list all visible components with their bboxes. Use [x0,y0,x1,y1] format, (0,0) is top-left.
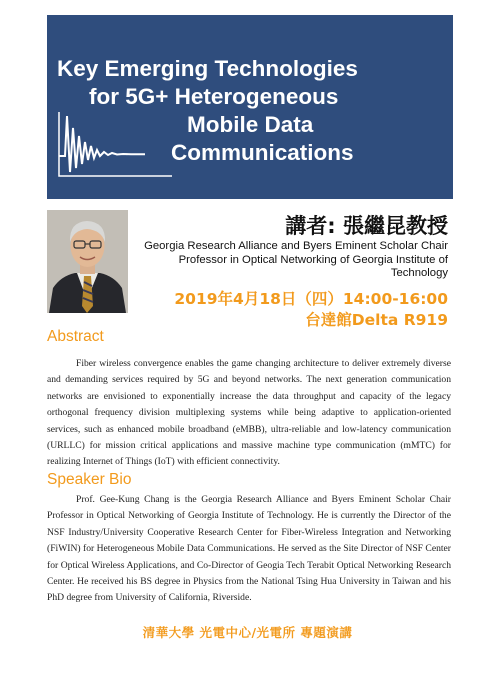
title-banner [47,15,453,199]
speaker-heading: 講者: 張繼昆教授 [285,214,448,238]
talk-title-line-4: Communications [171,140,354,165]
bio-heading: Speaker Bio [47,471,132,488]
abstract-text: Fiber wireless convergence enables the game changing architecture to deliver extremely diverse and demanding services required by 5G and beyond networks. The next generation communication networks are envisioned to exponentially increase the data throughput and capacity of the legacy orthogonal frequency division multiplexing systems while being adaptive to application-oriented services, such as enhanced mobile broadband (eMBB), ultra-reliable and low-latency communication (URLLC) for mission critical applications and massive machine type communication (mMTC) for realizing Internet of Things (IoT) with efficient connectivity. [47,358,451,468]
talk-title-line-3: Mobile Data [187,112,314,137]
event-venue: 台達館Delta R919 [305,311,448,329]
speaker-affiliation: Georgia Research Alliance and Byers Eminent Scholar Chair Professor in Optical Networking of Georgia Institute of Technology [144,240,448,279]
waveform-icon [57,110,177,180]
talk-title-line-1: Key Emerging Technologies [57,56,358,81]
footer-host: 清華大學 光電中心/光電所 專題演講 [142,625,353,640]
speaker-photo [47,210,128,313]
bio-text: Prof. Gee-Kung Chang is the Georgia Research Alliance and Byers Eminent Scholar Chair Professor in Optical Networking of Georgia Institute of Technology. He is currently the Director of the NSF Industry/University Cooperative Research Center for Fiber-Wireless Integration and Networking (FiWIN) for Heterogeneous Mobile Data Communications. He served as the Site Director of NSF Center for Optical Wireless Applications, and Co-Director of Geogia Tech Terabit Optical Networking Research Center. He received his BS degree in Physics from the National Tsing Hua University in Taiwan and his PhD degree from University of California, Riverside. [47,494,451,604]
talk-title-line-2: for 5G+ Heterogeneous [89,84,339,109]
abstract-heading: Abstract [47,328,104,345]
event-datetime: 2019年4月18日（四）14:00-16:00 [174,290,448,308]
